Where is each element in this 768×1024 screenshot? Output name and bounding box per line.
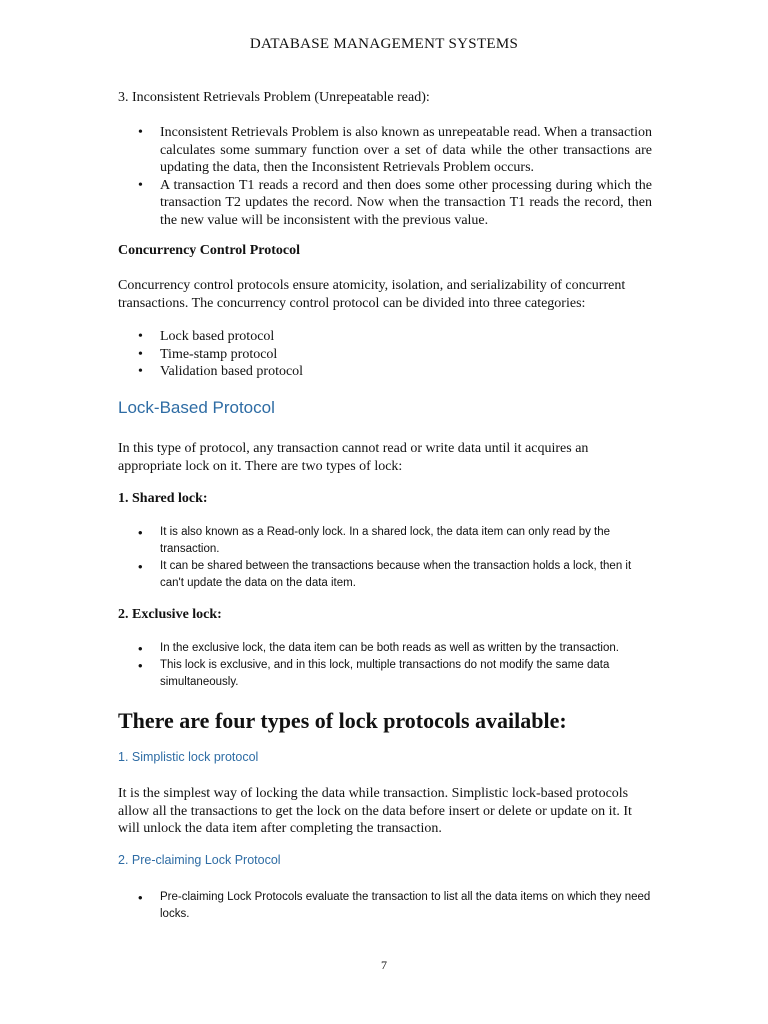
shared-lock-bullet-list — [118, 524, 652, 592]
exclusive-lock-heading: 2. Exclusive lock: — [118, 607, 222, 622]
list-item: • In the exclusive lock, the data item can be both reads as well as written by the transaction. — [118, 640, 652, 657]
section-3-bullet-list — [118, 124, 652, 229]
simplistic-heading: 1. Simplistic lock protocol — [118, 750, 259, 764]
lock-based-heading: Lock-Based Protocol — [118, 398, 275, 417]
lock-based-paragraph: In this type of protocol, any transaction cannot read or write data until it acquires an appropriate lock on it. There are two types of lock: — [118, 441, 589, 474]
ccp-heading: Concurrency Control Protocol — [118, 243, 300, 258]
four-types-heading: There are four types of lock protocols available: — [118, 708, 567, 733]
list-item: • It is also known as a Read-only lock. In a shared lock, the data item can only read by the transaction. — [118, 524, 652, 558]
list-item: • A transaction T1 reads a record and then does some other processing during which the transaction T2 updates the record. Now when the transaction T1 reads the record, then the new value will be inconsistent with the previous value. — [118, 177, 652, 230]
section-3-heading: 3. Inconsistent Retrievals Problem (Unrepeatable read): — [118, 90, 430, 105]
list-item: • Time-stamp protocol — [118, 346, 652, 364]
list-item: • It can be shared between the transactions because when the transaction holds a lock, then it can't update the data on the data item. — [118, 558, 652, 592]
list-item: • This lock is exclusive, and in this lock, multiple transactions do not modify the same data simultaneously. — [118, 657, 652, 691]
list-item: • Pre-claiming Lock Protocols evaluate the transaction to list all the data items on which they need locks. — [118, 889, 652, 923]
exclusive-lock-bullet-list — [118, 640, 652, 691]
list-item: • Inconsistent Retrievals Problem is also known as unrepeatable read. When a transaction calculates some summary function over a set of data while the other transactions are updating the data, then the Inconsistent Retrievals Problem occurs. — [118, 124, 652, 177]
list-item: • Validation based protocol — [118, 363, 652, 381]
page-header: DATABASE MANAGEMENT SYSTEMS — [249, 36, 519, 52]
preclaiming-heading: 2. Pre-claiming Lock Protocol — [118, 853, 281, 867]
ccp-bullet-list — [118, 328, 652, 381]
page-number: 7 — [381, 958, 387, 972]
simplistic-paragraph: It is the simplest way of locking the data while transaction. Simplistic lock-based protocols allow all the transactions to get the lock on the data before insert or delete or update on it. It will unlock the data item after completing the transaction. — [118, 786, 632, 836]
ccp-paragraph: Concurrency control protocols ensure atomicity, isolation, and serializability of concurrent transactions. The concurrency control protocol can be divided into three categories: — [118, 278, 626, 311]
shared-lock-heading: 1. Shared lock: — [118, 491, 208, 506]
list-item: • Lock based protocol — [118, 328, 652, 346]
preclaiming-bullet-list — [118, 889, 652, 923]
